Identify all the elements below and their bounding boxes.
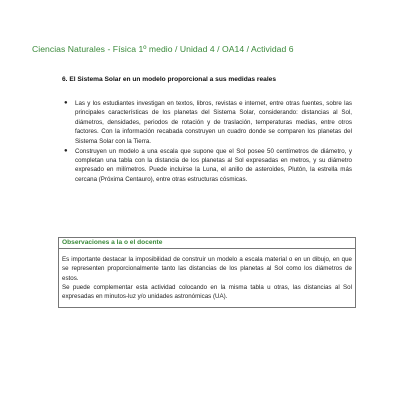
bullet-icon: ● <box>64 147 68 154</box>
activity-bullet-list <box>62 99 352 185</box>
observation-paragraph: Es importante destacar la imposibilidad de construir un modelo a escala material o en un dibujo, en que se representen proporcionalmente tanto las distancias de los planetas al Sol como los diámetros de estos. <box>62 256 352 282</box>
list-item <box>62 99 352 146</box>
page-breadcrumb: Ciencias Naturales - Física 1º medio / Unidad 4 / OA14 / Actividad 6 <box>32 44 294 54</box>
activity-title: 6. El Sistema Solar en un modelo proporcional a sus medidas reales <box>62 76 277 83</box>
list-item <box>62 147 352 185</box>
teacher-observations-box <box>58 237 356 308</box>
observations-heading: Observaciones a la o el docente <box>59 238 355 249</box>
observations-body <box>59 249 355 301</box>
bullet-text: Las y los estudiantes investigan en textos, libros, revistas e internet, entre otras fuentes, sobre las principales características de los planetas del Sistema Solar, considerando: distancias al Sol, diámetros, densidades, periodos de rotación y de traslación, temperaturas medias, entre otros factores. Con la información recabada construyen un cuadro donde se comparen los planetas del Sistema Solar con la Tierra. <box>75 100 352 145</box>
bullet-icon: ● <box>64 100 68 106</box>
observation-paragraph: Se puede complementar esta actividad colocando en la misma tabla u otras, las distancias al Sol expresadas en minutos-luz y/o unidades astronómicas (UA). <box>62 283 352 301</box>
bullet-text: Construyen un modelo a una escala que supone que el Sol posee 50 centímetros de diámetro, y completan una tabla con la distancia de los planetas al Sol expresadas en metros, y su diámetro expresado en milímetros. Puede incluirse la Luna, el anillo de asteroides, Plutón, la estrella más cercana (Próxima Centauro), entre otras estructuras cósmicas. <box>75 147 352 183</box>
